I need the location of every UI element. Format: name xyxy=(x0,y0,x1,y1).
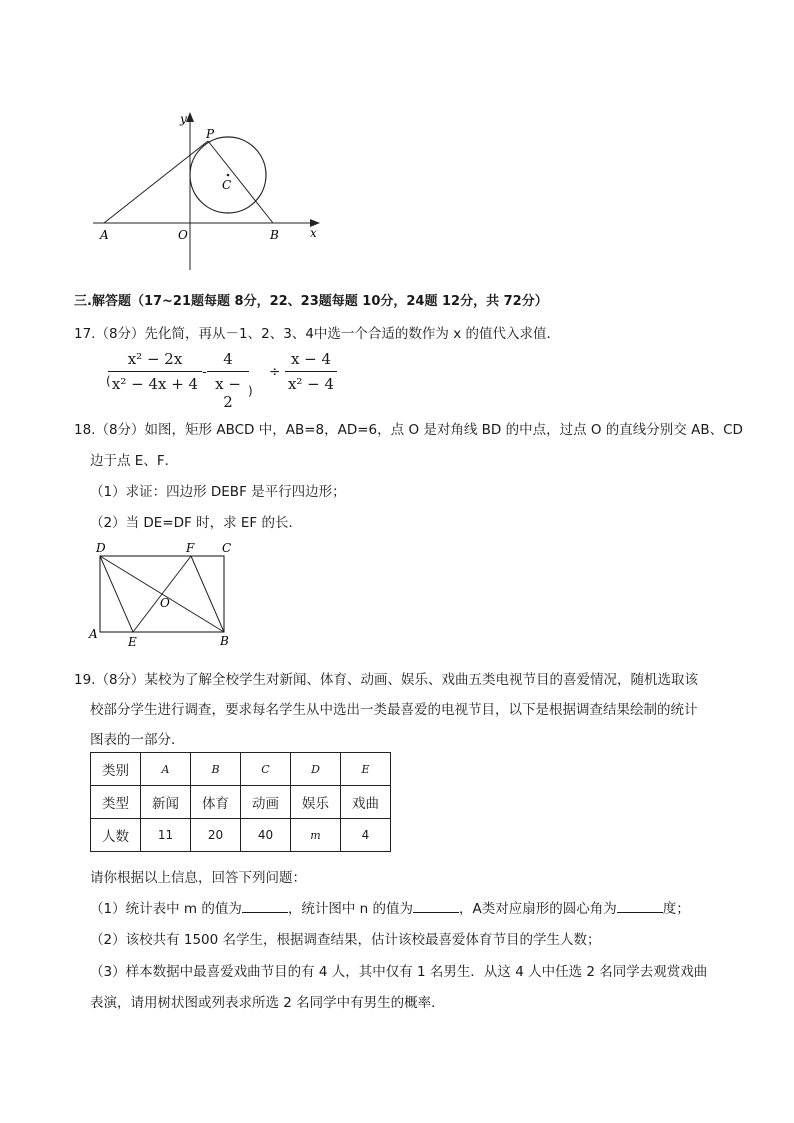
q19-sub-3-line-2: 表演，请用树状图或列表求所选 2 名同学中有男生的概率． xyxy=(90,995,445,1011)
label-b: B xyxy=(270,228,279,242)
fraction-1 xyxy=(108,350,202,393)
q19-line-1: 19.（8分）某校为了解全校学生对新闻、体育、动画、娱乐、戏曲五类电视节目的喜爱情况，随机选取该 xyxy=(74,672,699,688)
y-axis-arrow xyxy=(186,112,194,122)
fraction-2-numerator: 4 xyxy=(223,350,233,368)
q19-sub-1-part-d: 度； xyxy=(662,901,690,917)
q17-text: 17.（8分）先化简，再从－1、2、3、4中选一个合适的数作为 x 的值代入求值． xyxy=(74,326,560,342)
table-cell: 娱乐 xyxy=(291,786,341,819)
label-a: A xyxy=(100,228,109,242)
table-cell: 40 xyxy=(241,819,291,852)
answer-blank xyxy=(617,900,663,913)
label-c2: C xyxy=(222,541,232,555)
table-cell: 体育 xyxy=(191,786,241,819)
segment-de xyxy=(100,556,133,632)
table-cell: 类型 xyxy=(91,786,141,819)
q19-prompt: 请你根据以上信息，回答下列问题： xyxy=(90,870,306,886)
label-o2: O xyxy=(160,596,170,610)
q18-sub-1: （1）求证：四边形 DEBF 是平行四边形； xyxy=(90,484,346,500)
division-sign: ÷ xyxy=(269,364,281,380)
answer-blank xyxy=(413,900,459,913)
label-x: x xyxy=(310,226,317,240)
table-row xyxy=(91,786,391,819)
q18-line-1: 18.（8分）如图，矩形 ABCD 中，AB=8，AD=6，点 O 是对角线 BD 的中点，过点 O 的直线分别交 AB、CD xyxy=(74,422,743,438)
q19-sub-1-part-a: （1）统计表中 m 的值为 xyxy=(90,901,242,917)
q18-line-2: 边于点 E、F． xyxy=(90,453,179,469)
q19-line-3: 图表的一部分． xyxy=(90,732,185,748)
label-e: E xyxy=(128,635,137,649)
q19-sub-3-line-1: （3）样本数据中最喜爱戏曲节目的有 4 人，其中仅有 1 名男生．从这 4 人中任选 2 名同学去观赏戏曲 xyxy=(90,964,708,980)
table-cell: C xyxy=(241,753,291,786)
fraction-2-denominator: x − 2 xyxy=(207,371,249,411)
fraction-2 xyxy=(207,350,249,411)
table-cell: 11 xyxy=(141,819,191,852)
section-heading: 三.解答题（17~21题每题 8分，22、23题每题 10分，24题 12分，共 72分） xyxy=(74,294,548,309)
line-ap xyxy=(104,141,208,223)
table-cell: D xyxy=(291,753,341,786)
label-a2: A xyxy=(89,627,98,641)
fraction-3-numerator: x − 4 xyxy=(290,350,332,368)
fraction-3 xyxy=(285,350,337,393)
label-c: C xyxy=(222,178,232,192)
figure-circle-coordinate xyxy=(88,105,333,275)
table-row xyxy=(91,753,391,786)
label-p: P xyxy=(206,127,215,141)
center-dot xyxy=(227,174,230,177)
table-cell: 人数 xyxy=(91,819,141,852)
table-cell: 4 xyxy=(341,819,391,852)
stats-table xyxy=(90,752,391,852)
label-o: O xyxy=(178,228,188,242)
fraction-1-numerator: x² − 2x xyxy=(127,350,183,368)
fraction-1-denominator: x² − 4x + 4 xyxy=(108,371,202,393)
minus-sign: - xyxy=(202,364,207,380)
figure-rectangle xyxy=(88,538,240,650)
label-f: F xyxy=(186,541,195,555)
table-cell: 类别 xyxy=(91,753,141,786)
table-cell: B xyxy=(191,753,241,786)
table-cell: 20 xyxy=(191,819,241,852)
segment-fb xyxy=(191,556,224,632)
q19-sub-1 xyxy=(90,897,690,917)
q19-sub-2: （2）该校共有 1500 名学生，根据调查结果，估计该校最喜爱体育节目的学生人数； xyxy=(90,932,601,948)
paren-close: ) xyxy=(248,384,253,398)
table-cell: A xyxy=(141,753,191,786)
table-cell: 新闻 xyxy=(141,786,191,819)
q19-line-2: 校部分学生进行调查，要求每名学生从中选出一类最喜爱的电视节目，以下是根据调查结果绘制的统计 xyxy=(90,702,698,718)
table-cell: E xyxy=(341,753,391,786)
fraction-3-denominator: x² − 4 xyxy=(285,371,337,393)
label-y: y xyxy=(180,112,187,126)
q19-sub-1-part-b: ，统计图中 n 的值为 xyxy=(287,901,413,917)
answer-blank xyxy=(242,900,288,913)
q18-sub-2: （2）当 DE=DF 时，求 EF 的长． xyxy=(90,515,302,531)
label-b2: B xyxy=(220,634,229,648)
label-d: D xyxy=(96,541,106,555)
table-cell: 动画 xyxy=(241,786,291,819)
table-cell: m xyxy=(291,819,341,852)
table-row xyxy=(91,819,391,852)
q19-sub-1-part-c: ，A类对应扇形的圆心角为 xyxy=(458,901,617,917)
table-cell: 戏曲 xyxy=(341,786,391,819)
paren-open: ( xyxy=(106,374,111,388)
segment-ef xyxy=(133,556,191,632)
